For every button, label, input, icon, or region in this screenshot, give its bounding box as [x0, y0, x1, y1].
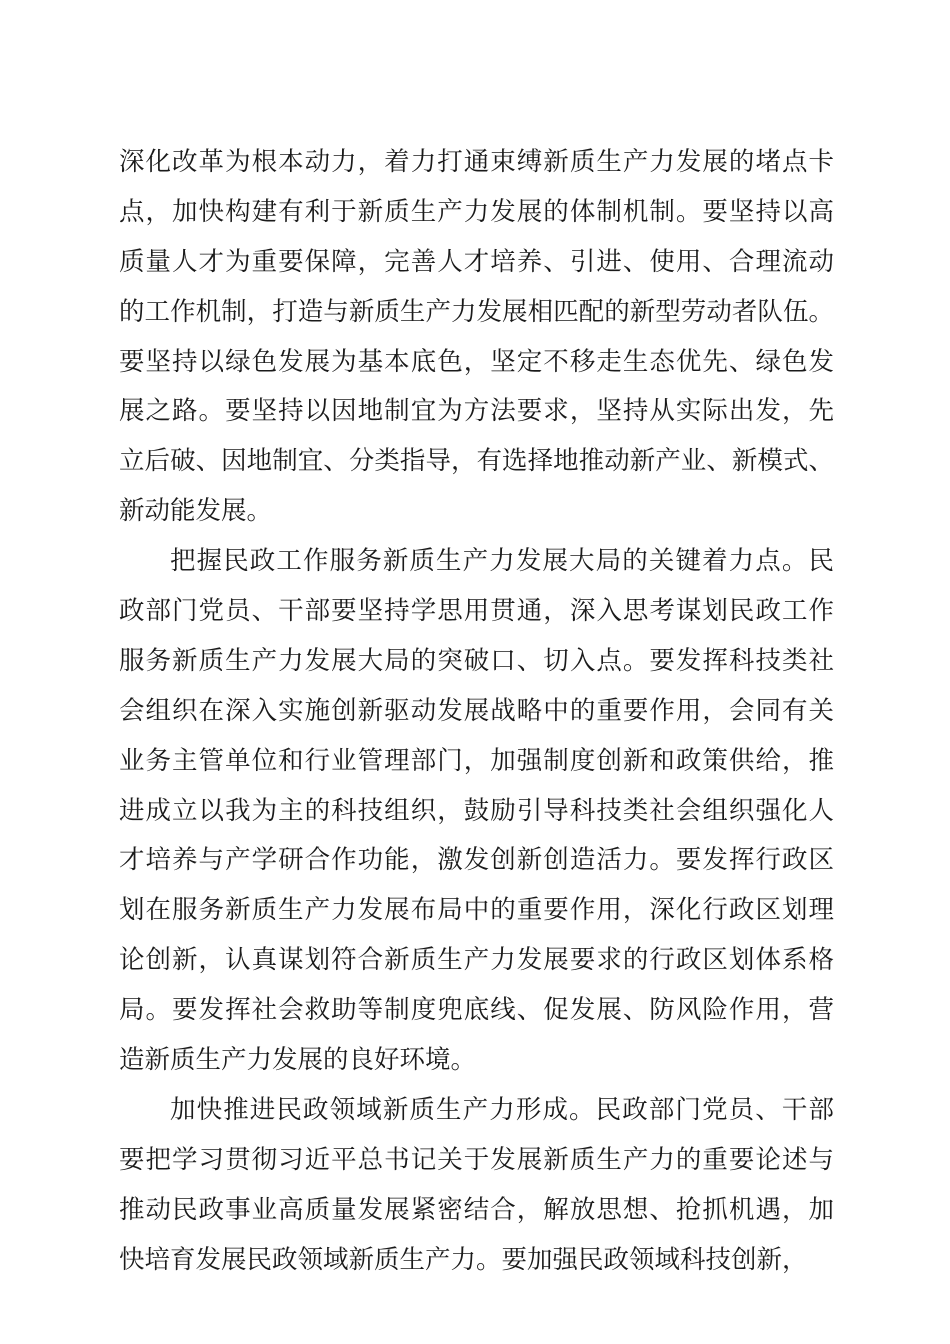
text-line: 展之路。要坚持以因地制宜为方法要求，坚持从实际出发，先 — [119, 396, 834, 427]
text-line: 快培育发展民政领域新质生产力。要加强民政领域科技创新， — [119, 1244, 808, 1275]
text-line: 深化改革为根本动力，着力打通束缚新质生产力发展的堵点卡 — [119, 147, 834, 177]
text-line: 新动能发展。 — [119, 496, 273, 527]
text-line: 要把学习贯彻习近平总书记关于发展新质生产力的重要论述与 — [119, 1144, 834, 1175]
text-line: 局。要发挥社会救助等制度兜底线、促发展、防风险作用，营 — [119, 995, 834, 1026]
paragraph-first-line: 加快推进民政领域新质生产力形成。民政部门党员、干部 — [170, 1094, 834, 1125]
text-line: 论创新，认真谋划符合新质生产力发展要求的行政区划体系格 — [119, 945, 834, 976]
text-line: 进成立以我为主的科技组织，鼓励引导科技类社会组织强化人 — [119, 795, 834, 826]
paragraph-first-line: 把握民政工作服务新质生产力发展大局的关键着力点。民 — [170, 546, 834, 577]
text-line: 点，加快构建有利于新质生产力发展的体制机制。要坚持以高 — [119, 196, 834, 227]
text-line: 的工作机制，打造与新质生产力发展相匹配的新型劳动者队伍。 — [119, 296, 834, 327]
text-line: 质量人才为重要保障，完善人才培养、引进、使用、合理流动 — [119, 246, 834, 277]
text-line: 会组织在深入实施创新驱动发展战略中的重要作用，会同有关 — [119, 695, 834, 726]
text-line: 才培养与产学研合作功能，激发创新创造活力。要发挥行政区 — [119, 845, 834, 876]
document-body — [119, 138, 834, 1285]
text-line: 政部门党员、干部要坚持学思用贯通，深入思考谋划民政工作 — [119, 596, 834, 627]
text-line: 造新质生产力发展的良好环境。 — [119, 1045, 477, 1076]
text-line: 划在服务新质生产力发展布局中的重要作用，深化行政区划理 — [119, 895, 834, 926]
text-line: 服务新质生产力发展大局的突破口、切入点。要发挥科技类社 — [119, 645, 834, 676]
text-line: 推动民政事业高质量发展紧密结合，解放思想、抢抓机遇，加 — [119, 1194, 834, 1225]
text-line: 要坚持以绿色发展为基本底色，坚定不移走生态优先、绿色发 — [119, 346, 834, 377]
text-line: 立后破、因地制宜、分类指导，有选择地推动新产业、新模式、 — [119, 446, 834, 477]
text-line: 业务主管单位和行业管理部门，加强制度创新和政策供给，推 — [119, 745, 834, 776]
